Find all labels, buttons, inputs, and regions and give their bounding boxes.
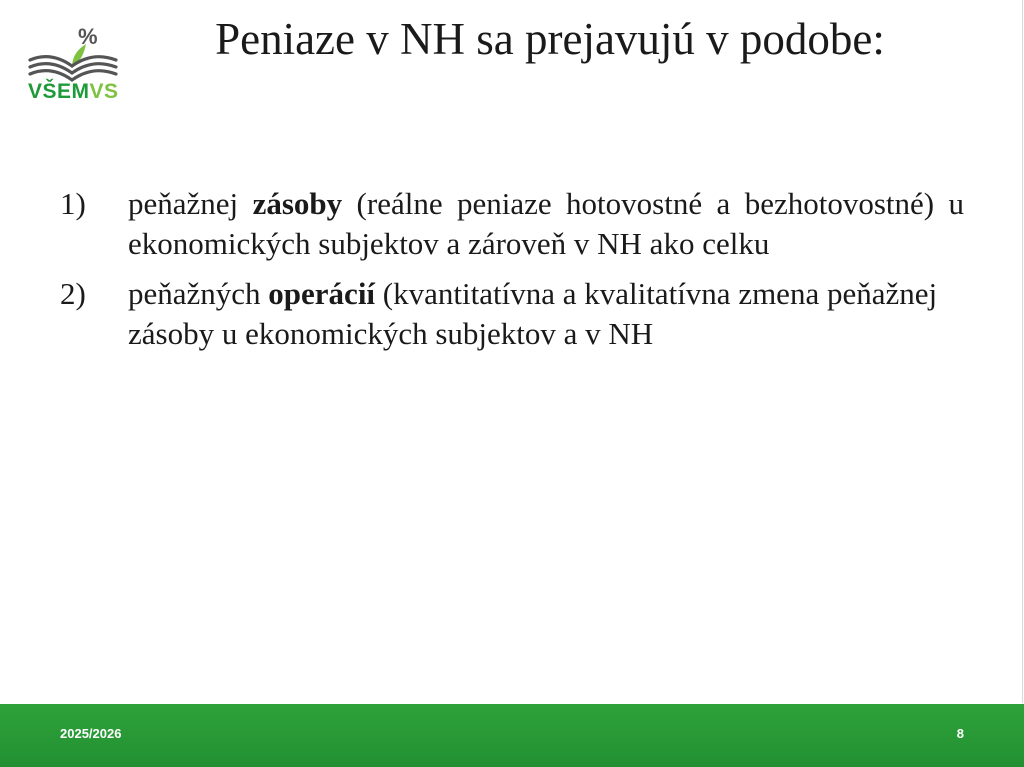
percent-icon: % (78, 24, 98, 49)
bold-term: operácií (268, 276, 376, 311)
logo-text (28, 80, 119, 104)
list-number: 2) (60, 276, 86, 311)
list-item (60, 184, 964, 264)
list-number: 1) (60, 186, 86, 221)
text-segment: (kvantitatívna a kvalitatívna zmena peňažnej zásoby u ekonomických subjektov a v NH (128, 276, 938, 351)
list-item (60, 274, 964, 354)
list-text (128, 184, 964, 264)
logo-text-part2: VS (89, 80, 119, 103)
list-text (128, 274, 964, 354)
footer-year: 2025/2026 (60, 726, 122, 741)
content-list (60, 184, 964, 364)
slide-title: Peniaze v NH sa prejavujú v podobe: (215, 14, 885, 64)
footer-bar (0, 704, 1024, 767)
bold-term: zásoby (252, 186, 343, 221)
text-segment: peňažnej (128, 186, 253, 221)
page-number: 8 (956, 726, 964, 741)
text-segment: peňažných (128, 276, 269, 311)
logo-text-part1: VŠEM (28, 80, 90, 103)
text-segment: (reálne peniaze hotovostné a bezhotovostné) u ekonomických subjektov a zároveň v NH ako celku (128, 186, 964, 261)
